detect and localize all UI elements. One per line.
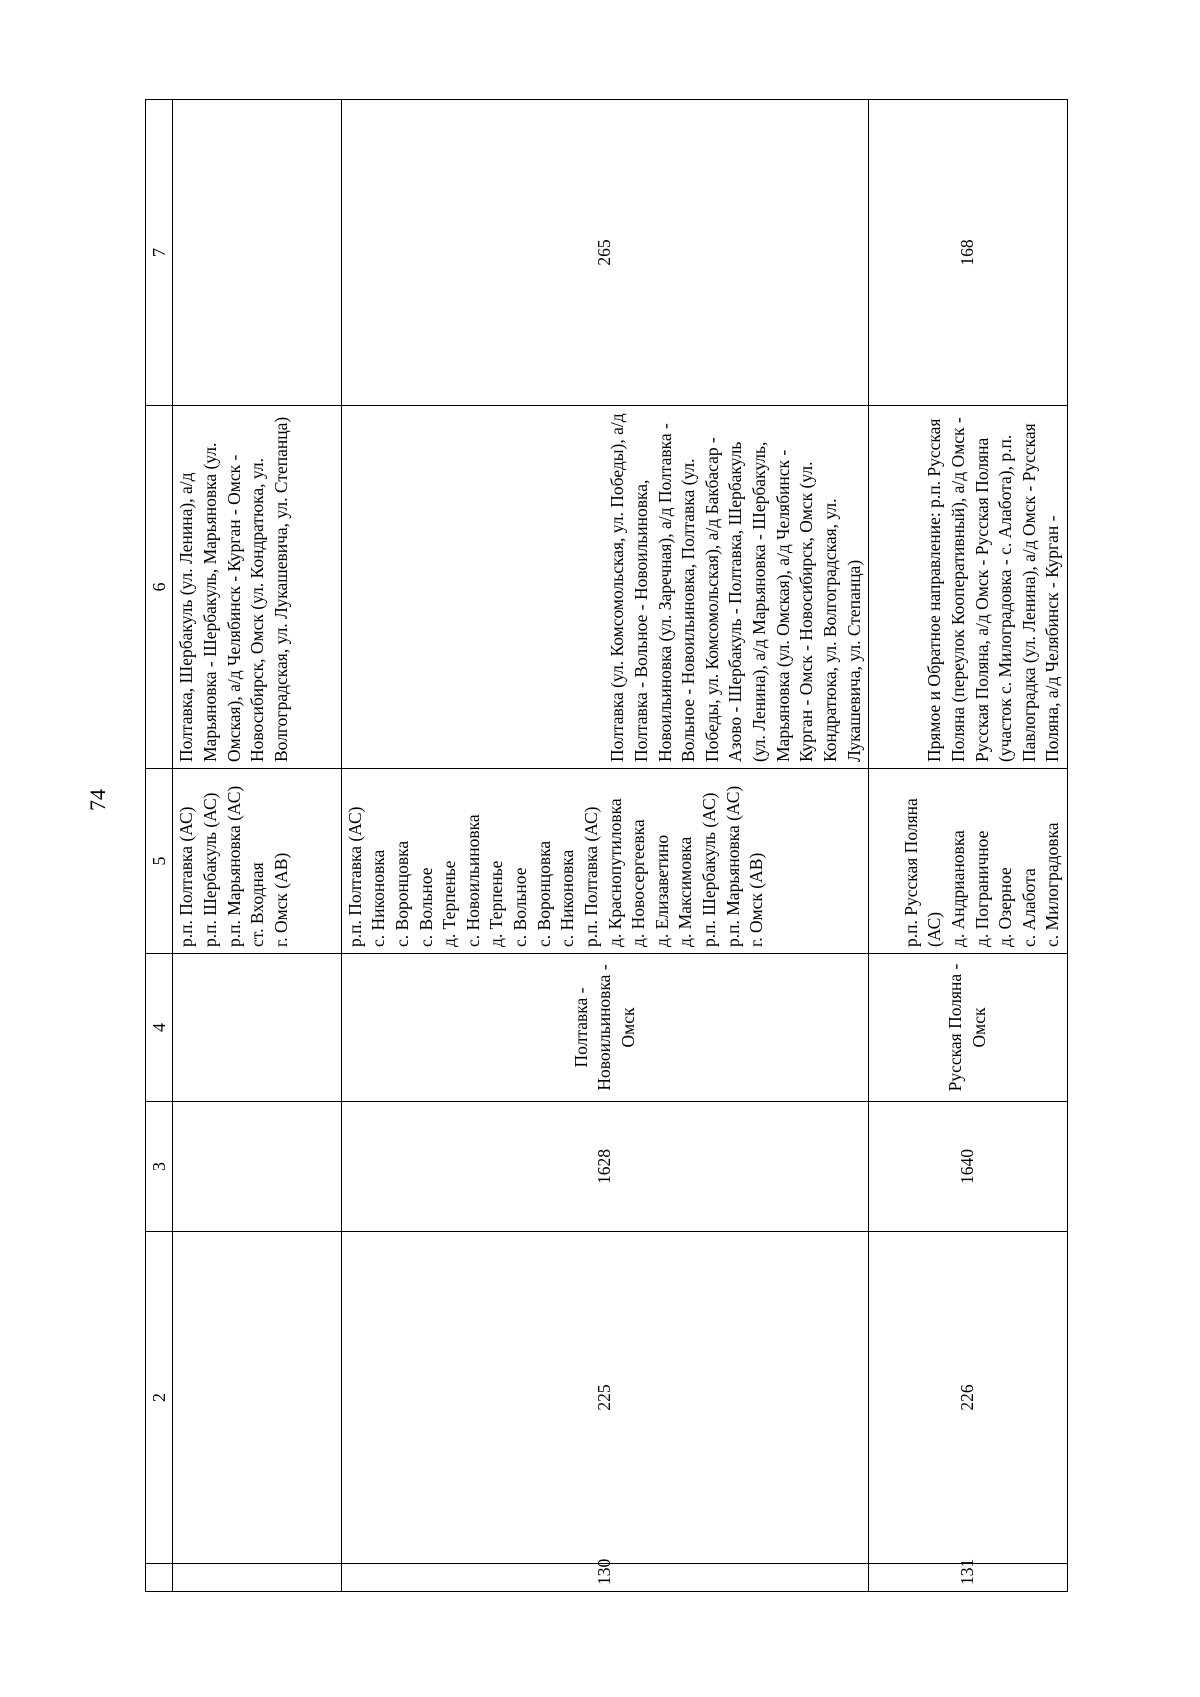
- header-cell-1: [146, 1564, 173, 1592]
- stop-item: д. Андриановка: [947, 830, 968, 947]
- route-streets: Прямое и Обратное направление: р.п. Русская Поляна (переулок Кооперативный), а/д Омск - Русская Поляна, а/д Омск - Русская Поляна (участок с. Милоградовка - с. Алабота), р.п. Павлоградка (ул. Ленина), а/д Омск - Русская Поляна, а/д Челябинск - Курган -: [869, 406, 1068, 769]
- table-row: [869, 100, 1068, 1592]
- table-row: [173, 100, 341, 1592]
- stop-item: д. Краснопутиловка: [604, 798, 625, 947]
- stop-item: р.п. Полтавка (АС): [176, 806, 197, 947]
- route-name: Полтавка - Новоильиновка - Омск: [341, 954, 868, 1102]
- stop-item: с. Никоновка: [557, 849, 578, 947]
- stop-item: р.п. Марьяновка (АС): [223, 785, 244, 947]
- stop-item: с. Воронцовка: [391, 840, 412, 947]
- stop-item: д. Максимовка: [675, 836, 696, 947]
- stop-item: с. Воронцовка: [533, 840, 554, 947]
- page-number: 74: [85, 789, 110, 811]
- stop-item: р.п. Полтавка (АС): [580, 806, 601, 947]
- stop-item: р.п. Шербакуль (АС): [699, 792, 720, 947]
- stop-item: с. Вольное: [415, 867, 436, 947]
- stop-item: д. Терпенье: [486, 860, 507, 947]
- route-length: 168: [869, 100, 1068, 406]
- route-name: [173, 954, 341, 1102]
- stop-item: с. Милоградовка: [1042, 822, 1063, 947]
- stop-item: р.п. Шербакуль (АС): [200, 792, 220, 947]
- stop-item: с. Алабота: [1018, 868, 1039, 947]
- stop-item: г. Омск (АВ): [270, 852, 291, 947]
- stop-item: р.п. Марьяновка (АС): [722, 785, 743, 947]
- route-length: 265: [341, 100, 868, 406]
- route-streets: Полтавка (ул. Комсомольская, ул. Победы), а/д Полтавка - Вольное - Новоильиновка, Новоильиновка (ул. Заречная), а/д Полтавка - Вольное - Новоильиновка, Полтавка (ул. Победы, ул. Комсомольская), а/д Бакбасар - Азово - Шербакуль - Полтавка, Шербакуль (ул. Ленина), а/д Марьяновка - Шербакуль, Марьяновка (ул. Омская), а/д Челябинск - Курган - Омск - Новосибирск, Омск (ул. Кондратюка, ул. Волгоградская, ул. Лукашевича, ул. Степанца): [341, 406, 868, 769]
- stop-item: г. Омск (АВ): [746, 852, 767, 947]
- header-cell-4: 4: [146, 954, 173, 1102]
- route-code: 1640: [869, 1102, 1068, 1232]
- header-cell-3: 3: [146, 1102, 173, 1232]
- header-cell-7: 7: [146, 100, 173, 406]
- stop-item: с. Вольное: [510, 867, 531, 947]
- stop-item: с. Новоильиновка: [462, 814, 483, 947]
- route-code: 1628: [341, 1102, 868, 1232]
- header-cell-2: 2: [146, 1232, 173, 1564]
- rotated-table-container: [145, 100, 1068, 1592]
- route-name: Русская Поляна - Омск: [869, 954, 1068, 1102]
- route-number: 131: [869, 1564, 1068, 1592]
- stops-list: [341, 769, 868, 954]
- stop-item: р.п. Русская Поляна: [900, 798, 921, 947]
- header-cell-6: 6: [146, 406, 173, 769]
- stop-item: д. Новосергеевка: [628, 819, 649, 947]
- stop-item: д. Терпенье: [439, 860, 460, 947]
- stop-item: с. Никоновка: [368, 849, 389, 947]
- table-row: [341, 100, 868, 1592]
- stops-list: [869, 769, 1068, 954]
- route-code: [173, 1102, 341, 1232]
- route-length: [173, 100, 341, 406]
- route-streets: Полтавка, Шербакуль (ул. Ленина), а/д Марьяновка - Шербакуль, Марьяновка (ул. Омская), а/д Челябинск - Курган - Омск - Новосибирск, Омск (ул. Кондратюка, ул. Волгоградская, ул. Лукашевича, ул. Степанца): [173, 406, 341, 769]
- registry-number: 226: [869, 1232, 1068, 1564]
- stop-item: д. Озерное: [995, 867, 1016, 947]
- stop-item: д. Елизаветино: [651, 834, 672, 947]
- stop-item: (АС): [924, 911, 945, 947]
- routes-table: [145, 99, 1068, 1592]
- header-row: [146, 100, 173, 1592]
- stop-item: д. Пограничное: [971, 830, 992, 947]
- route-number: 130: [341, 1564, 868, 1592]
- registry-number: 225: [341, 1232, 868, 1564]
- stop-item: р.п. Полтавка (АС): [344, 806, 365, 947]
- registry-number: [173, 1232, 341, 1564]
- route-number: [173, 1564, 341, 1592]
- header-cell-5: 5: [146, 769, 173, 954]
- stops-list: [173, 769, 341, 954]
- stop-item: ст. Входная: [247, 862, 268, 947]
